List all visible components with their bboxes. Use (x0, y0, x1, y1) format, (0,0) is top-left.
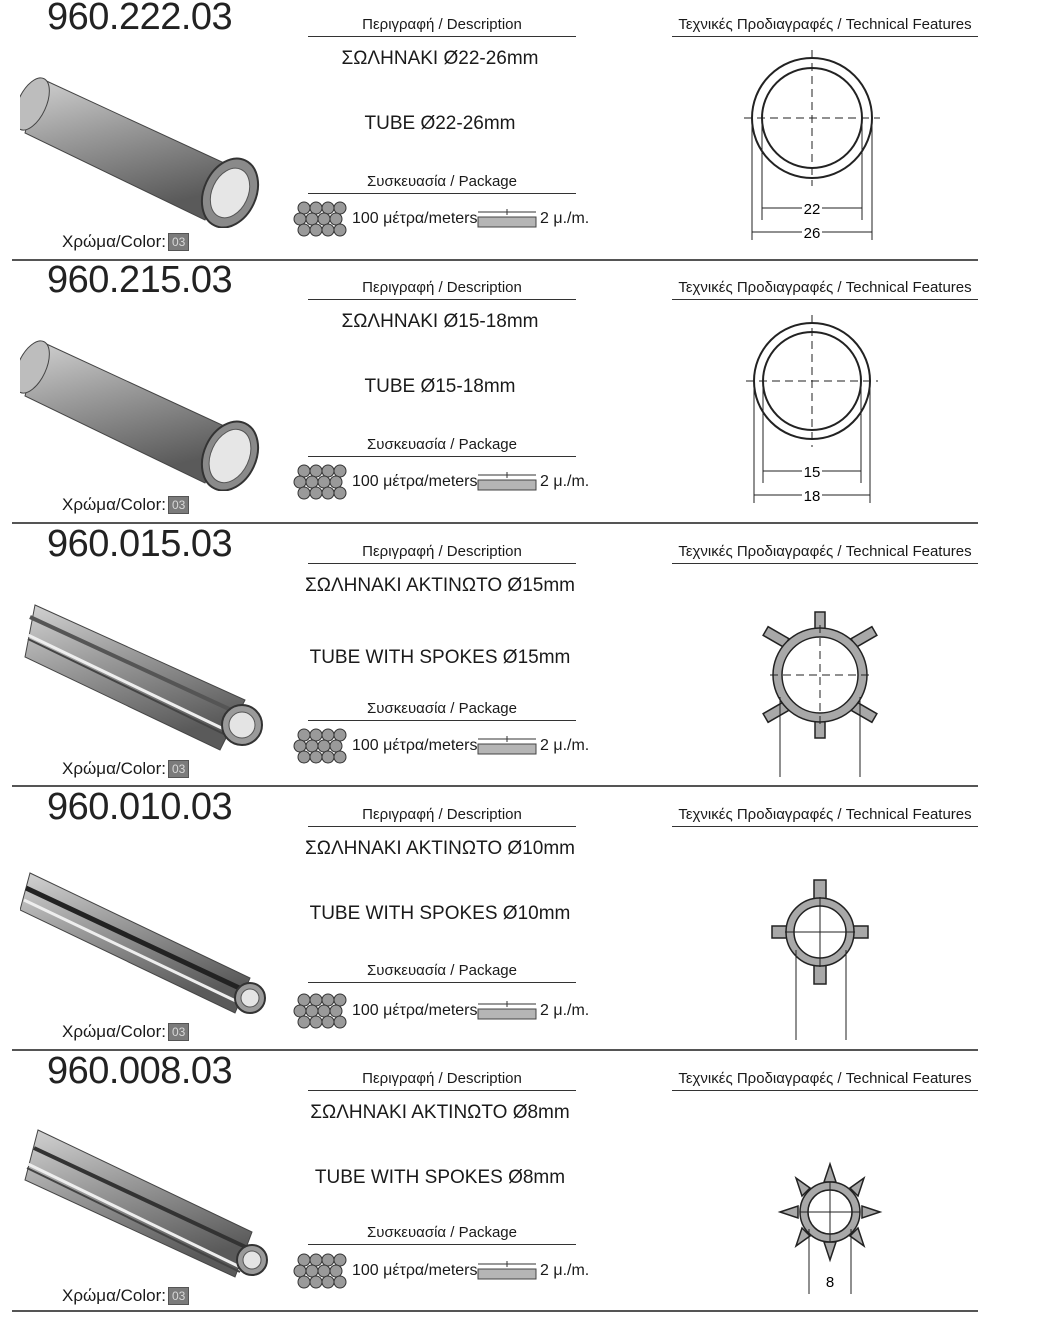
tube-illustration (20, 38, 280, 228)
package-quantity: 100 μέτρα/meters (352, 1262, 478, 1279)
tube-bundle-icon (290, 461, 350, 503)
product-name-greek: ΣΩΛΗΝΑΚΙ Ø22-26mm (341, 48, 539, 69)
product-row-960-008 (0, 1050, 1057, 1317)
tube-bundle-icon (290, 198, 350, 240)
package-info (290, 198, 610, 240)
package-quantity: 100 μέτρα/meters (352, 737, 478, 754)
description-header: Περιγραφή / Description (308, 543, 576, 564)
length-bar-icon (476, 735, 540, 757)
spoked-tube-illustration (20, 565, 280, 755)
color-swatch: 03 (168, 233, 189, 251)
package-info (290, 1250, 610, 1292)
tube-bundle-icon (290, 990, 350, 1032)
color-swatch: 03 (168, 1023, 189, 1041)
dimension-outer: 18 (803, 488, 821, 505)
product-name-english: TUBE Ø22-26mm (364, 113, 516, 134)
color-label (62, 1022, 189, 1042)
package-quantity: 100 μέτρα/meters (352, 210, 478, 227)
dimension-inner: 22 (803, 201, 821, 218)
product-name-english: TUBE WITH SPOKES Ø8mm (314, 1167, 566, 1188)
spoked-tube-illustration (20, 828, 280, 1018)
spoked-cross-section-drawing (730, 830, 910, 1040)
length-bar-icon (476, 1000, 540, 1022)
package-info (290, 725, 610, 767)
product-row-960-222 (0, 0, 1057, 263)
product-name-greek: ΣΩΛΗΝΑΚΙ ΑΚΤΙΝΩΤΟ Ø15mm (305, 575, 575, 596)
product-name-greek: ΣΩΛΗΝΑΚΙ ΑΚΤΙΝΩΤΟ Ø8mm (310, 1102, 570, 1123)
package-length: 2 μ./m. (540, 473, 590, 490)
package-length: 2 μ./m. (540, 737, 590, 754)
color-label (62, 495, 189, 515)
product-code: 960.222.03 (47, 0, 233, 38)
package-length: 2 μ./m. (540, 1002, 590, 1019)
cross-section-drawing (730, 303, 910, 513)
product-name-english: TUBE Ø15-18mm (364, 376, 516, 397)
product-row-960-215 (0, 259, 1057, 526)
technical-features-header: Τεχνικές Προδιαγραφές / Technical Features (672, 806, 978, 827)
package-quantity: 100 μέτρα/meters (352, 473, 478, 490)
product-row-960-010 (0, 786, 1057, 1053)
color-swatch: 03 (168, 1287, 189, 1305)
package-header: Συσκευασία / Package (308, 436, 576, 457)
package-length: 2 μ./m. (540, 1262, 590, 1279)
description-header: Περιγραφή / Description (308, 806, 576, 827)
dimension-inner: 15 (803, 464, 821, 481)
product-code: 960.008.03 (47, 1050, 233, 1092)
color-label-text: Χρώμα/Color: (62, 495, 166, 514)
description-header: Περιγραφή / Description (308, 16, 576, 37)
package-header: Συσκευασία / Package (308, 173, 576, 194)
product-name-english: TUBE WITH SPOKES Ø10mm (309, 903, 571, 924)
length-bar-icon (476, 1260, 540, 1282)
package-info (290, 990, 610, 1032)
color-label-text: Χρώμα/Color: (62, 759, 166, 778)
color-label-text: Χρώμα/Color: (62, 1286, 166, 1305)
package-quantity: 100 μέτρα/meters (352, 1002, 478, 1019)
dimension-outer: 26 (803, 225, 821, 242)
tube-illustration (20, 301, 280, 491)
package-length: 2 μ./m. (540, 210, 590, 227)
product-row-960-015 (0, 523, 1057, 790)
color-label (62, 1286, 189, 1306)
length-bar-icon (476, 208, 540, 230)
cross-section-drawing (730, 40, 910, 250)
technical-features-header: Τεχνικές Προδιαγραφές / Technical Features (672, 279, 978, 300)
technical-features-header: Τεχνικές Προδιαγραφές / Technical Features (672, 16, 978, 37)
spoked-cross-section-drawing (730, 1094, 910, 1304)
product-name-greek: ΣΩΛΗΝΑΚΙ ΑΚΤΙΝΩΤΟ Ø10mm (305, 838, 575, 859)
spoked-tube-illustration (20, 1092, 280, 1282)
product-code: 960.010.03 (47, 786, 233, 828)
color-swatch: 03 (168, 496, 189, 514)
row-divider (12, 1310, 978, 1312)
product-name-english: TUBE WITH SPOKES Ø15mm (309, 647, 571, 668)
product-code: 960.015.03 (47, 523, 233, 565)
tube-bundle-icon (290, 725, 350, 767)
product-code: 960.215.03 (47, 259, 233, 301)
color-label-text: Χρώμα/Color: (62, 1022, 166, 1041)
technical-features-header: Τεχνικές Προδιαγραφές / Technical Features (672, 1070, 978, 1091)
tube-bundle-icon (290, 1250, 350, 1292)
color-label (62, 232, 189, 252)
color-label (62, 759, 189, 779)
technical-features-header: Τεχνικές Προδιαγραφές / Technical Features (672, 543, 978, 564)
package-header: Συσκευασία / Package (308, 1224, 576, 1245)
description-header: Περιγραφή / Description (308, 1070, 576, 1091)
dimension-diameter: 8 (825, 1274, 835, 1291)
product-name-greek: ΣΩΛΗΝΑΚΙ Ø15-18mm (341, 311, 539, 332)
package-header: Συσκευασία / Package (308, 962, 576, 983)
color-swatch: 03 (168, 760, 189, 778)
description-header: Περιγραφή / Description (308, 279, 576, 300)
length-bar-icon (476, 471, 540, 493)
package-info (290, 461, 610, 503)
spoked-cross-section-drawing (730, 567, 910, 777)
package-header: Συσκευασία / Package (308, 700, 576, 721)
color-label-text: Χρώμα/Color: (62, 232, 166, 251)
